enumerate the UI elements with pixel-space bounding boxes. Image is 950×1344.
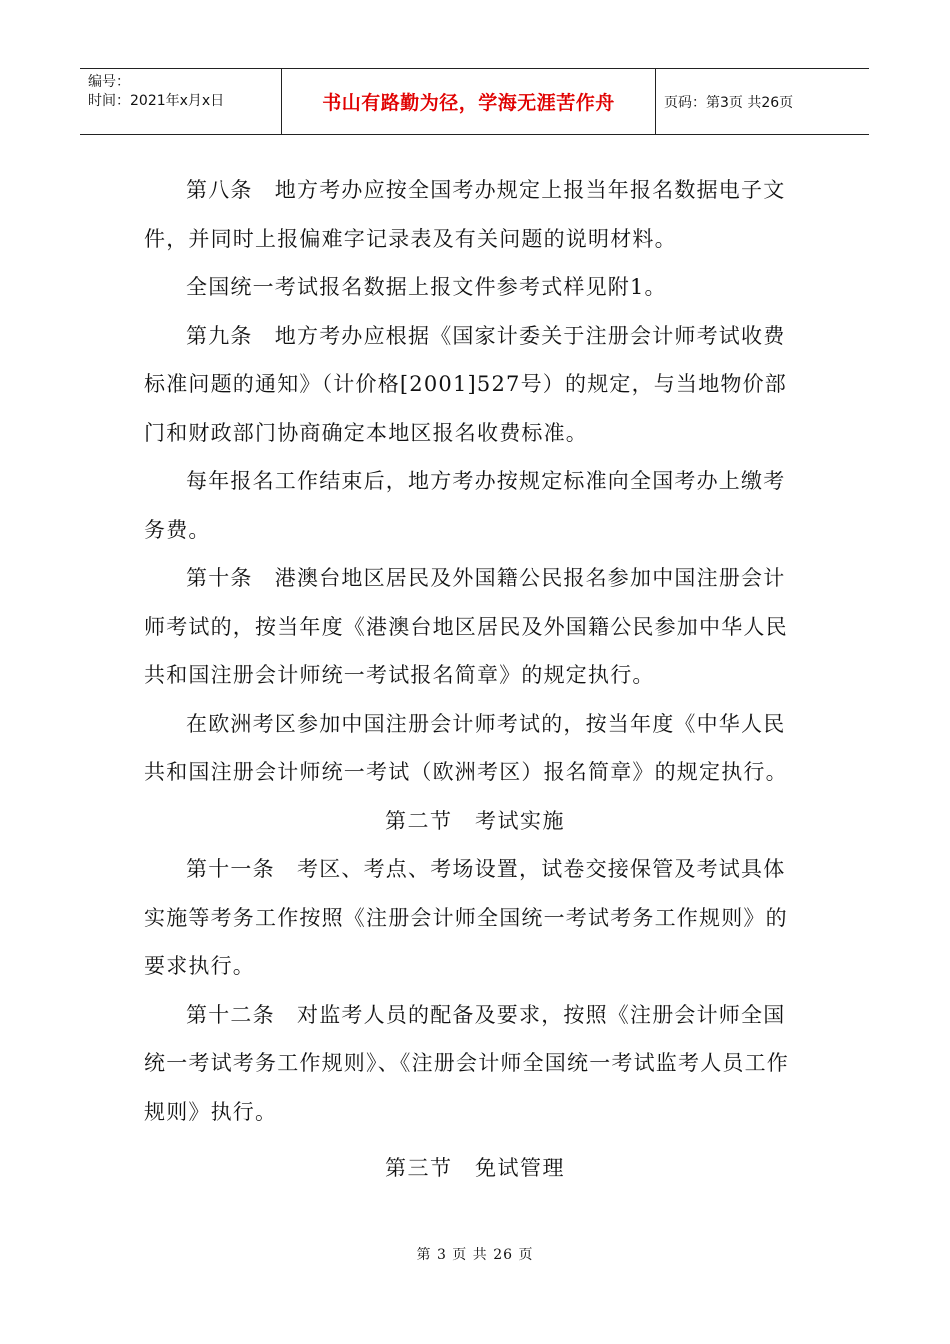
header-page-info: 页码：第3页 共26页 — [664, 94, 794, 111]
paragraph: 第十二条 对监考人员的配备及要求，按照《注册会计师全国统一考试考务工作规则》、《注册会计师全国统一考试监考人员工作规则》执行。 — [144, 1002, 789, 1124]
page-footer: 第 3 页 共 26 页 — [416, 1247, 534, 1263]
document-body — [144, 166, 806, 1193]
header-motto: 书山有路勤为径，学海无涯苦作舟 — [282, 69, 656, 134]
page-header — [80, 68, 869, 135]
paragraph: 在欧洲考区参加中国注册会计师考试的，按当年度《中华人民共和国注册会计师统一考试（欧洲考区）报名简章》的规定执行。 — [144, 711, 788, 784]
section-title: 第二节 考试实施 — [385, 808, 565, 833]
document-number-label: 编号： — [88, 74, 130, 90]
document-time: 时间：2021年x月x日 — [88, 93, 225, 109]
paragraph: 第九条 地方考办应根据《国家计委关于注册会计师考试收费标准问题的通知》（计价格[2001]527号）的规定，与当地物价部门和财政部门协商确定本地区报名收费标准。 — [144, 323, 788, 445]
paragraph: 每年报名工作结束后，地方考办按规定标准向全国考办上缴考务费。 — [144, 469, 786, 542]
paragraph: 第十一条 考区、考点、考场设置，试卷交接保管及考试具体实施等考务工作按照《注册会计师全国统一考试考务工作规则》的要求执行。 — [144, 857, 788, 978]
header-meta — [80, 69, 282, 134]
section-title: 第三节 免试管理 — [385, 1156, 565, 1180]
paragraph: 第十条 港澳台地区居民及外国籍公民报名参加中国注册会计师考试的，按当年度《港澳台地区居民及外国籍公民参加中华人民共和国注册会计师统一考试报名简章》的规定执行。 — [144, 566, 788, 687]
paragraph: 第八条 地方考办应按全国考办规定上报当年报名数据电子文件，并同时上报偏难字记录表及有关问题的说明材料。 — [144, 178, 786, 251]
paragraph: 全国统一考试报名数据上报文件参考式样见附1。 — [186, 275, 667, 299]
